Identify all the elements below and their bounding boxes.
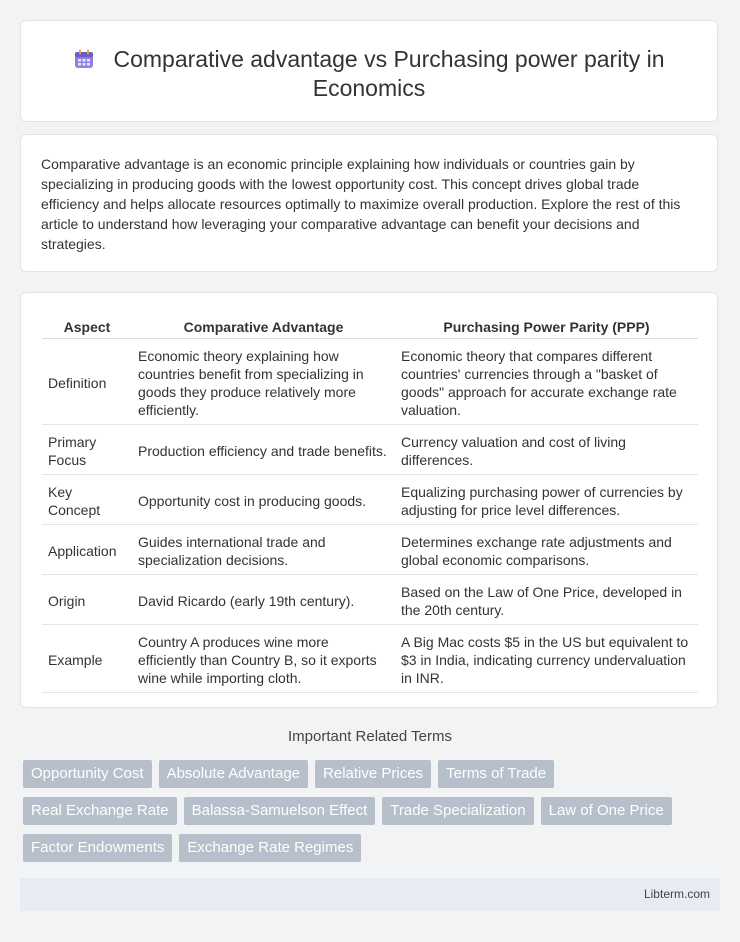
cell-comparative-advantage: Country A produces wine more efficiently than Country B, so it exports wine while importing cloth.	[132, 625, 395, 693]
related-terms-list	[23, 760, 723, 871]
related-term-tag[interactable]: Exchange Rate Regimes	[179, 834, 361, 862]
cell-ppp: Equalizing purchasing power of currencies by adjusting for price level differences.	[395, 475, 698, 525]
cell-comparative-advantage: Production efficiency and trade benefits.	[132, 425, 395, 475]
related-term-tag[interactable]: Absolute Advantage	[159, 760, 308, 788]
cell-aspect: Definition	[42, 339, 132, 425]
cell-ppp: Currency valuation and cost of living differences.	[395, 425, 698, 475]
cell-ppp: Determines exchange rate adjustments and global economic comparisons.	[395, 525, 698, 575]
cell-comparative-advantage: Economic theory explaining how countries benefit from specializing in goods they produce relatively more efficiently.	[132, 339, 395, 425]
cell-comparative-advantage: Guides international trade and specialization decisions.	[132, 525, 395, 575]
cell-ppp: Based on the Law of One Price, developed in the 20th century.	[395, 575, 698, 625]
related-term-tag[interactable]: Real Exchange Rate	[23, 797, 177, 825]
cell-comparative-advantage: David Ricardo (early 19th century).	[132, 575, 395, 625]
table-row	[42, 525, 698, 575]
related-term-tag[interactable]: Law of One Price	[541, 797, 672, 825]
cell-comparative-advantage: Opportunity cost in producing goods.	[132, 475, 395, 525]
table-row	[42, 475, 698, 525]
page-title: Comparative advantage vs Purchasing power parity in Economics	[113, 46, 665, 101]
table-row	[42, 625, 698, 693]
related-term-tag[interactable]: Opportunity Cost	[23, 760, 152, 788]
intro-paragraph: Comparative advantage is an economic principle explaining how individuals or countries gain by specializing in producing goods with the lowest opportunity cost. This concept drives global trade efficiency and helps allocate resources optimally to maximize overall production. Explore the rest of this article to understand how leveraging your comparative advantage can benefit your decisions and strategies.	[41, 156, 681, 252]
related-term-tag[interactable]: Factor Endowments	[23, 834, 172, 862]
comparison-table	[42, 316, 698, 693]
cell-aspect: Example	[42, 625, 132, 693]
header-aspect: Aspect	[42, 316, 132, 339]
table-header-row	[42, 316, 698, 339]
cell-aspect: Application	[42, 525, 132, 575]
calendar-icon	[73, 48, 95, 70]
table-row	[42, 575, 698, 625]
related-terms-title: Important Related Terms	[288, 728, 452, 745]
footer-brand[interactable]: Libterm.com	[643, 887, 710, 901]
related-term-tag[interactable]: Trade Specialization	[382, 797, 533, 825]
table-row	[42, 425, 698, 475]
footer	[20, 878, 720, 911]
comparison-table-card	[20, 292, 718, 708]
page-title-wrap	[21, 45, 717, 103]
table-row	[42, 339, 698, 425]
intro-card	[20, 134, 718, 272]
cell-aspect: Origin	[42, 575, 132, 625]
related-term-tag[interactable]: Balassa-Samuelson Effect	[184, 797, 376, 825]
cell-ppp: Economic theory that compares different countries' currencies through a "basket of goods" approach for accurate exchange rate valuation.	[395, 339, 698, 425]
header-ppp: Purchasing Power Parity (PPP)	[395, 316, 698, 339]
title-card	[20, 20, 718, 122]
related-term-tag[interactable]: Relative Prices	[315, 760, 431, 788]
header-comparative-advantage: Comparative Advantage	[132, 316, 395, 339]
related-term-tag[interactable]: Terms of Trade	[438, 760, 554, 788]
cell-aspect: Key Concept	[42, 475, 132, 525]
cell-ppp: A Big Mac costs $5 in the US but equivalent to $3 in India, indicating currency undervaluation in INR.	[395, 625, 698, 693]
cell-aspect: Primary Focus	[42, 425, 132, 475]
